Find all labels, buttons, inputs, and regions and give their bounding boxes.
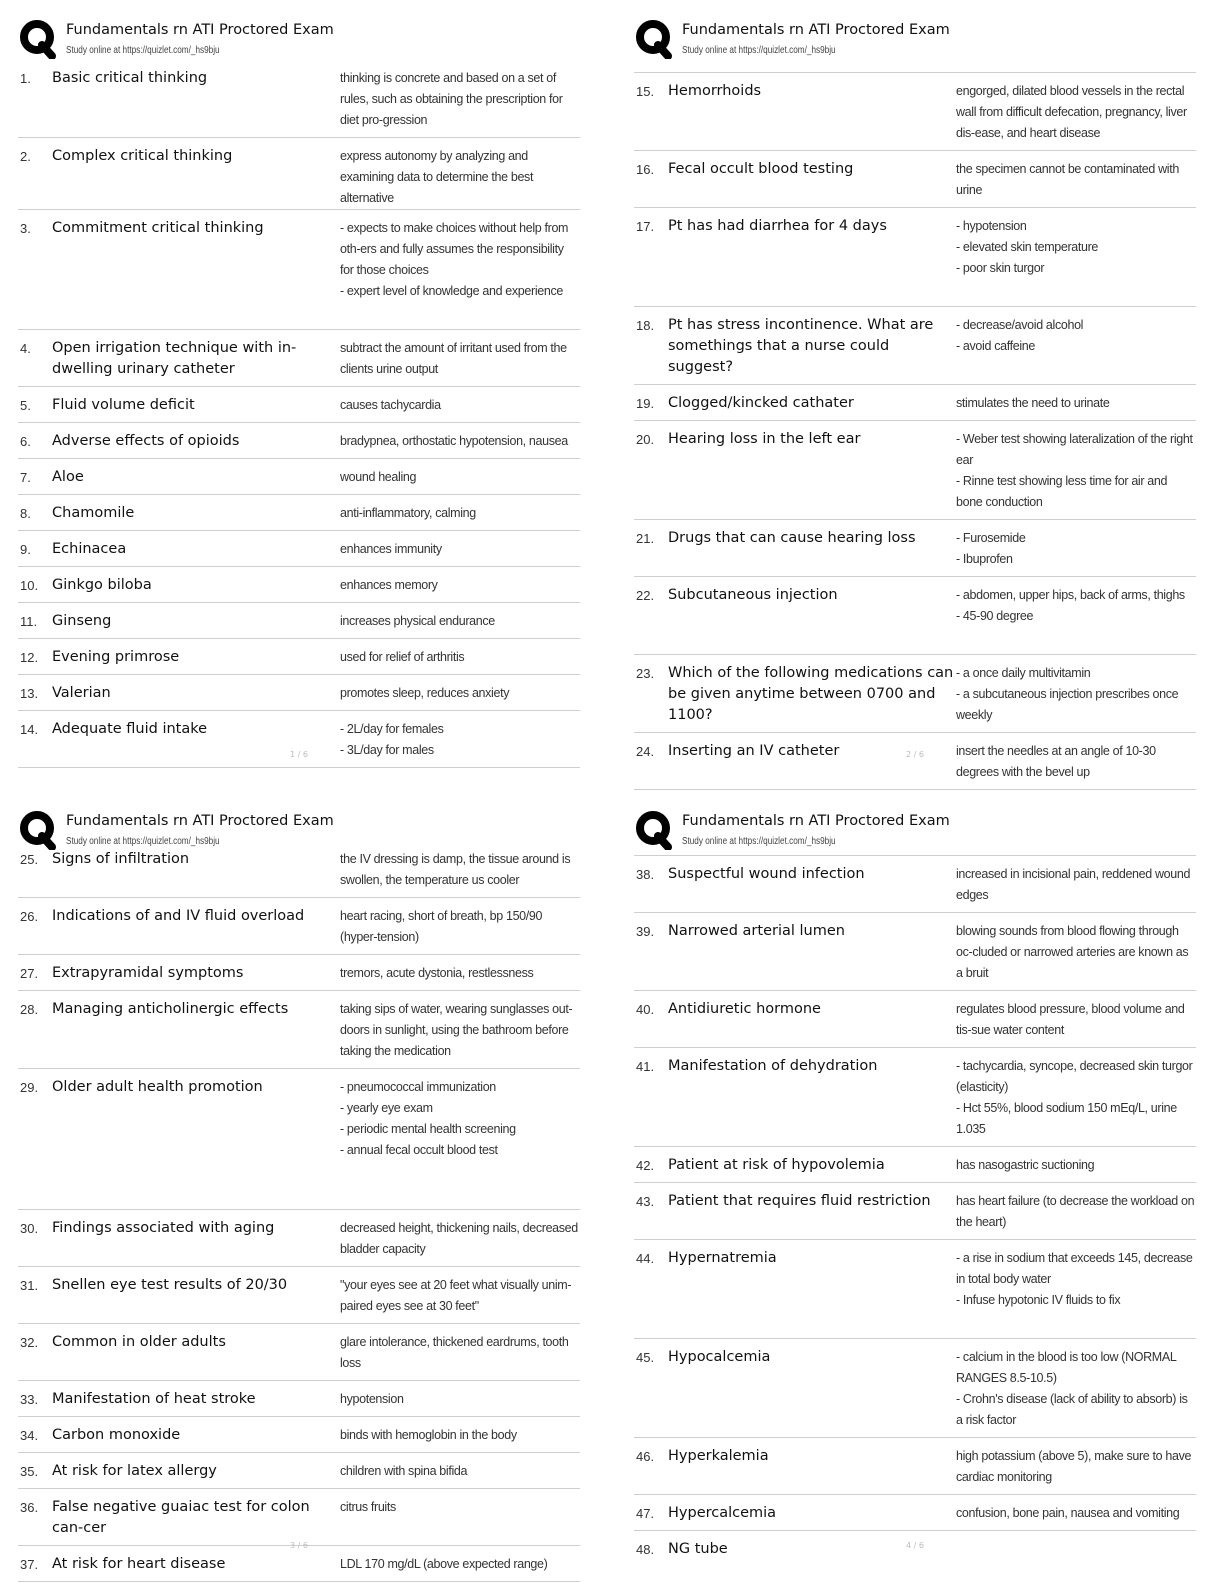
quizlet-logo-icon <box>634 810 674 850</box>
card-definition: "your eyes see at 20 feet what visually unim-paired eyes see at 30 feet" <box>340 1278 572 1313</box>
card-definition: enhances memory <box>340 578 438 592</box>
page-header <box>634 803 1196 851</box>
card-definition: subtract the amount of irritant used from the clients urine output <box>340 341 567 376</box>
card-definition: - expects to make choices without help from oth-ers and fully assumes the responsibility for those choices - expert level of knowledge and experience <box>340 221 569 298</box>
card-definition: anti-inflammatory, calming <box>340 506 476 520</box>
card-term: Pt has stress incontinence. What are somethings that a nurse could suggest? <box>668 317 934 375</box>
card-number: 25. <box>20 852 39 867</box>
flashcard-row <box>634 151 1196 208</box>
card-definition: - 2L/day for females - 3L/day for males <box>340 722 444 757</box>
card-term: NG tube <box>668 1541 728 1557</box>
flashcard-row <box>634 856 1196 913</box>
card-term: Commitment critical thinking <box>52 220 264 236</box>
flashcard-row <box>634 307 1196 385</box>
card-number: 4. <box>20 341 31 356</box>
card-number: 21. <box>636 531 655 546</box>
card-term: Antidiuretic hormone <box>668 1001 821 1017</box>
flashcard-row <box>634 1147 1196 1183</box>
card-term: At risk for heart disease <box>52 1556 226 1572</box>
card-number: 42. <box>636 1158 655 1173</box>
card-term: Adverse effects of opioids <box>52 433 240 449</box>
card-term: Extrapyramidal symptoms <box>52 965 244 981</box>
card-number: 6. <box>20 434 31 449</box>
card-definition: taking sips of water, wearing sunglasses out-doors in sunlight, using the bathroom before taking the medication <box>340 1002 573 1058</box>
card-term: Aloe <box>52 469 84 485</box>
card-list <box>634 72 1196 790</box>
flashcard-row <box>634 73 1196 151</box>
flashcard-row <box>18 330 580 387</box>
flashcard-row <box>634 913 1196 991</box>
flashcard-row <box>634 1339 1196 1438</box>
flashcard-row <box>634 421 1196 520</box>
card-definition: - abdomen, upper hips, back of arms, thighs - 45-90 degree <box>956 588 1185 623</box>
page-number: 1 / 6 <box>290 750 308 759</box>
card-number: 32. <box>20 1335 39 1350</box>
card-number: 27. <box>20 966 39 981</box>
card-number: 40. <box>636 1002 655 1017</box>
page-number: 3 / 6 <box>290 1541 308 1550</box>
flashcard-row <box>18 639 580 675</box>
card-term: Snellen eye test results of 20/30 <box>52 1277 288 1293</box>
card-term: Hemorrhoids <box>668 83 762 99</box>
page-title: Fundamentals rn ATI Proctored Exam <box>66 813 334 829</box>
card-list <box>18 841 580 1582</box>
card-term: Hearing loss in the left ear <box>668 431 861 447</box>
card-number: 16. <box>636 162 655 177</box>
card-term: Patient that requires fluid restriction <box>668 1193 931 1209</box>
card-term: Carbon monoxide <box>52 1427 181 1443</box>
card-number: 13. <box>20 686 39 701</box>
flashcard-row <box>634 733 1196 790</box>
flashcard-row <box>634 991 1196 1048</box>
flashcard-row <box>18 603 580 639</box>
flashcard-row <box>18 60 580 138</box>
card-number: 9. <box>20 542 31 557</box>
card-number: 41. <box>636 1059 655 1074</box>
flashcard-row <box>18 210 580 330</box>
card-definition: increases physical endurance <box>340 614 495 628</box>
card-term: Indications of and IV fluid overload <box>52 908 305 924</box>
flashcard-row <box>18 1489 580 1546</box>
card-list <box>18 60 580 768</box>
flashcard-row <box>634 520 1196 577</box>
card-definition: - Weber test showing lateralization of the right ear - Rinne test showing less time for air and bone conduction <box>956 432 1193 509</box>
card-definition: - hypotension - elevated skin temperature - poor skin turgor <box>956 219 1099 275</box>
card-number: 29. <box>20 1080 39 1095</box>
card-number: 22. <box>636 588 655 603</box>
flashcard-row <box>18 955 580 991</box>
flashcard-row <box>18 1210 580 1267</box>
quizlet-logo-icon <box>634 19 674 59</box>
flashcard-row <box>634 577 1196 655</box>
card-term: Chamomile <box>52 505 135 521</box>
card-definition: confusion, bone pain, nausea and vomiting <box>956 1506 1180 1520</box>
card-term: Manifestation of dehydration <box>668 1058 878 1074</box>
card-term: Adequate fluid intake <box>52 721 208 737</box>
card-term: Echinacea <box>52 541 127 557</box>
flashcard-row <box>634 208 1196 307</box>
card-number: 48. <box>636 1542 655 1557</box>
card-definition: increased in incisional pain, reddened wound edges <box>956 867 1191 902</box>
card-term: Fluid volume deficit <box>52 397 195 413</box>
page-title: Fundamentals rn ATI Proctored Exam <box>682 22 950 38</box>
flashcard-row <box>18 423 580 459</box>
card-number: 11. <box>20 614 38 629</box>
card-term: Hyperkalemia <box>668 1448 769 1464</box>
card-definition: blowing sounds from blood flowing through oc-cluded or narrowed arteries are known as a bruit <box>956 924 1189 980</box>
card-term: Evening primrose <box>52 649 180 665</box>
flashcard-row <box>18 1267 580 1324</box>
card-term: Suspectful wound infection <box>668 866 865 882</box>
card-term: Valerian <box>52 685 111 701</box>
card-term: Findings associated with aging <box>52 1220 275 1236</box>
card-term: False negative guaiac test for colon can-cer <box>52 1499 310 1536</box>
card-number: 2. <box>20 149 31 164</box>
card-definition: tremors, acute dystonia, restlessness <box>340 966 534 980</box>
card-definition: engorged, dilated blood vessels in the rectal wall from difficult defecation, pregnancy, liver dis-ease, and heart disease <box>956 84 1187 140</box>
card-definition: has nasogastric suctioning <box>956 1158 1095 1172</box>
card-term: Hypercalcemia <box>668 1505 777 1521</box>
card-term: At risk for latex allergy <box>52 1463 217 1479</box>
card-term: Complex critical thinking <box>52 148 233 164</box>
card-definition: express autonomy by analyzing and examining data to determine the best alternative <box>340 149 534 205</box>
card-number: 45. <box>636 1350 655 1365</box>
study-link[interactable]: Study online at https://quizlet.com/_hs9bju <box>66 836 220 847</box>
card-number: 14. <box>20 722 39 737</box>
card-number: 46. <box>636 1449 655 1464</box>
flashcard-row <box>18 675 580 711</box>
page-3 <box>18 803 580 1578</box>
page-2 <box>634 12 1196 787</box>
card-term: Manifestation of heat stroke <box>52 1391 256 1407</box>
card-definition: - pneumococcal immunization - yearly eye exam - periodic mental health screening - annual fecal occult blood test <box>340 1080 516 1157</box>
card-definition: - decrease/avoid alcohol - avoid caffeine <box>956 318 1084 353</box>
card-term: Which of the following medications can be given anytime between 0700 and 1100? <box>668 665 954 723</box>
card-definition: promotes sleep, reduces anxiety <box>340 686 510 700</box>
card-term: Drugs that can cause hearing loss <box>668 530 916 546</box>
card-term: Patient at risk of hypovolemia <box>668 1157 885 1173</box>
page-number: 4 / 6 <box>906 1541 924 1550</box>
card-number: 17. <box>636 219 655 234</box>
flashcard-row <box>634 1048 1196 1147</box>
flashcard-row <box>18 138 580 210</box>
card-term: Inserting an IV catheter <box>668 743 840 759</box>
page-1 <box>18 12 580 787</box>
card-definition: hypotension <box>340 1392 404 1406</box>
study-link[interactable]: Study online at https://quizlet.com/_hs9bju <box>66 45 220 56</box>
card-definition: binds with hemoglobin in the body <box>340 1428 517 1442</box>
card-number: 18. <box>636 318 655 333</box>
card-term: Basic critical thinking <box>52 70 208 86</box>
study-link[interactable]: Study online at https://quizlet.com/_hs9bju <box>682 836 836 847</box>
card-number: 31. <box>20 1278 39 1293</box>
flashcard-row <box>18 1453 580 1489</box>
page-header <box>18 12 580 60</box>
card-definition: insert the needles at an angle of 10-30 degrees with the bevel up <box>956 744 1156 779</box>
flashcard-row <box>18 1417 580 1453</box>
card-definition: - a once daily multivitamin - a subcutaneous injection prescribes once weekly <box>956 666 1179 722</box>
flashcard-row <box>18 991 580 1069</box>
card-number: 12. <box>20 650 39 665</box>
card-number: 44. <box>636 1251 655 1266</box>
flashcard-row <box>18 711 580 768</box>
card-term: Pt has had diarrhea for 4 days <box>668 218 887 234</box>
flashcard-row <box>18 459 580 495</box>
card-number: 15. <box>636 84 655 99</box>
card-number: 7. <box>20 470 31 485</box>
card-number: 19. <box>636 396 655 411</box>
flashcard-row <box>18 1069 580 1210</box>
card-definition: citrus fruits <box>340 1500 396 1514</box>
card-term: Signs of infiltration <box>52 851 190 867</box>
card-definition: has heart failure (to decrease the workload on the heart) <box>956 1194 1195 1229</box>
flashcard-row <box>634 385 1196 421</box>
page-title: Fundamentals rn ATI Proctored Exam <box>66 22 334 38</box>
card-term: Hypocalcemia <box>668 1349 771 1365</box>
page-header <box>634 12 1196 60</box>
card-definition: used for relief of arthritis <box>340 650 465 664</box>
card-number: 26. <box>20 909 39 924</box>
flashcard-row <box>18 1546 580 1582</box>
card-number: 43. <box>636 1194 655 1209</box>
card-number: 23. <box>636 666 655 681</box>
flashcard-row <box>18 567 580 603</box>
card-number: 3. <box>20 221 31 236</box>
card-term: Ginkgo biloba <box>52 577 152 593</box>
card-list <box>634 855 1196 1567</box>
card-term: Narrowed arterial lumen <box>668 923 845 939</box>
card-number: 10. <box>20 578 39 593</box>
card-number: 28. <box>20 1002 39 1017</box>
card-definition: wound healing <box>340 470 417 484</box>
card-term: Older adult health promotion <box>52 1079 263 1095</box>
card-definition: enhances immunity <box>340 542 442 556</box>
card-number: 37. <box>20 1557 39 1572</box>
card-number: 36. <box>20 1500 39 1515</box>
flashcard-row <box>18 531 580 567</box>
card-definition: high potassium (above 5), make sure to have cardiac monitoring <box>956 1449 1192 1484</box>
card-term: Open irrigation technique with in-dwelling urinary catheter <box>52 340 297 377</box>
card-number: 24. <box>636 744 655 759</box>
card-term: Common in older adults <box>52 1334 226 1350</box>
card-definition: stimulates the need to urinate <box>956 396 1110 410</box>
card-number: 38. <box>636 867 655 882</box>
card-definition: the IV dressing is damp, the tissue around is swollen, the temperature us cooler <box>340 852 571 887</box>
page-title: Fundamentals rn ATI Proctored Exam <box>682 813 950 829</box>
card-number: 34. <box>20 1428 39 1443</box>
flashcard-row <box>18 495 580 531</box>
card-number: 30. <box>20 1221 39 1236</box>
flashcard-row <box>634 1495 1196 1531</box>
card-term: Fecal occult blood testing <box>668 161 854 177</box>
card-definition: bradypnea, orthostatic hypotension, nausea <box>340 434 568 448</box>
card-definition: decreased height, thickening nails, decreased bladder capacity <box>340 1221 578 1256</box>
card-definition: - a rise in sodium that exceeds 145, decrease in total body water - Infuse hypotonic IV fluids to fix <box>956 1251 1193 1307</box>
card-number: 8. <box>20 506 31 521</box>
study-link[interactable]: Study online at https://quizlet.com/_hs9bju <box>682 45 836 56</box>
page-number: 2 / 6 <box>906 750 924 759</box>
card-number: 35. <box>20 1464 39 1479</box>
card-term: Managing anticholinergic effects <box>52 1001 289 1017</box>
quizlet-logo-icon <box>18 19 58 59</box>
flashcard-row <box>634 1240 1196 1339</box>
flashcard-row <box>634 1183 1196 1240</box>
card-definition: LDL 170 mg/dL (above expected range) <box>340 1557 548 1571</box>
card-number: 33. <box>20 1392 39 1407</box>
card-definition: - tachycardia, syncope, decreased skin turgor (elasticity) - Hct 55%, blood sodium 150 mEq/L, urine 1.035 <box>956 1059 1193 1136</box>
card-term: Hypernatremia <box>668 1250 777 1266</box>
card-definition: children with spina bifida <box>340 1464 468 1478</box>
card-definition: thinking is concrete and based on a set of rules, such as obtaining the prescription for diet pro-gression <box>340 71 563 127</box>
page-4 <box>634 803 1196 1578</box>
card-number: 20. <box>636 432 655 447</box>
card-number: 39. <box>636 924 655 939</box>
flashcard-row <box>634 655 1196 733</box>
flashcard-row <box>18 1324 580 1381</box>
card-term: Ginseng <box>52 613 112 629</box>
card-definition: regulates blood pressure, blood volume and tis-sue water content <box>956 1002 1185 1037</box>
card-definition: - calcium in the blood is too low (NORMAL RANGES 8.5-10.5) - Crohn's disease (lack of ability to absorb) is a risk factor <box>956 1350 1188 1427</box>
flashcard-row <box>634 1438 1196 1495</box>
card-definition: causes tachycardia <box>340 398 441 412</box>
card-definition: glare intolerance, thickened eardrums, tooth loss <box>340 1335 569 1370</box>
card-definition: the specimen cannot be contaminated with urine <box>956 162 1179 197</box>
flashcard-row <box>18 898 580 955</box>
flashcard-row <box>18 841 580 898</box>
card-definition: heart racing, short of breath, bp 150/90 (hyper-tension) <box>340 909 543 944</box>
card-number: 5. <box>20 398 31 413</box>
card-number: 47. <box>636 1506 655 1521</box>
card-number: 1. <box>20 71 31 86</box>
flashcard-row <box>18 387 580 423</box>
flashcard-row <box>18 1381 580 1417</box>
card-term: Clogged/kincked cathater <box>668 395 854 411</box>
card-definition: - Furosemide - Ibuprofen <box>956 531 1026 566</box>
card-term: Subcutaneous injection <box>668 587 838 603</box>
